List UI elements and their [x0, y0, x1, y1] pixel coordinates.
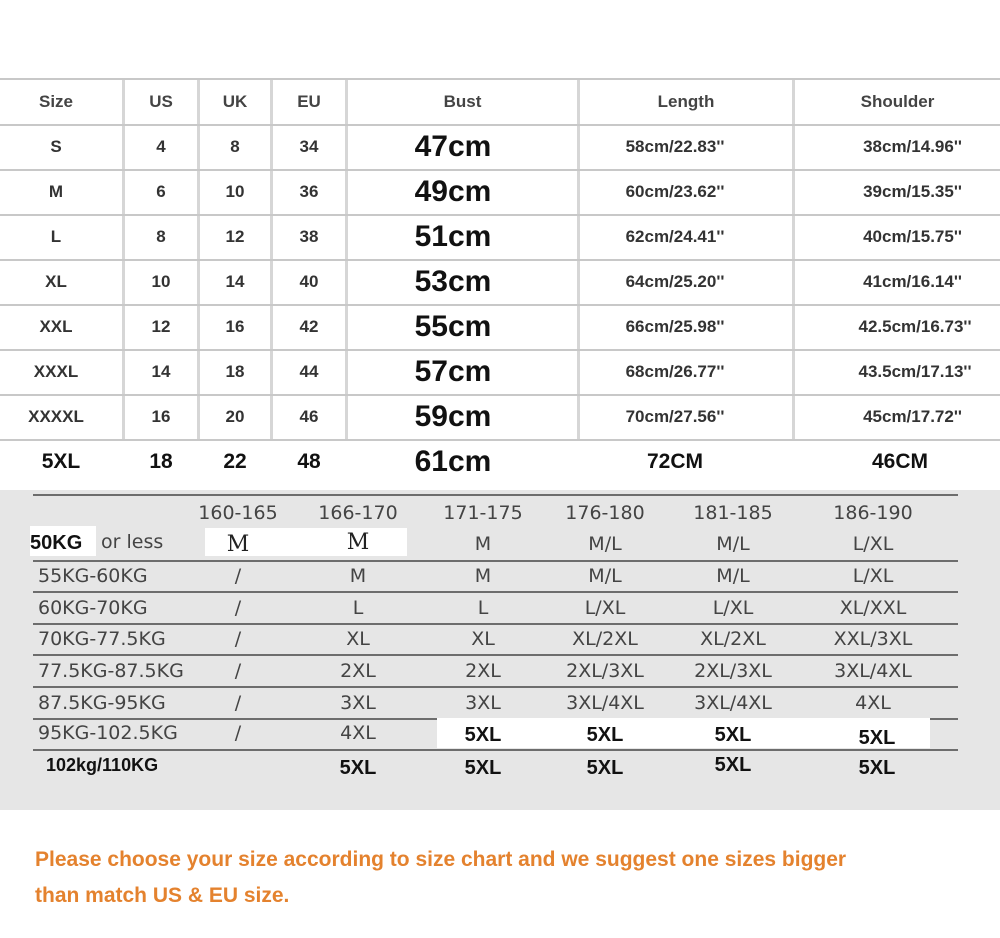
cell-size: XXL [39, 317, 73, 336]
cell-eu: 40 [299, 272, 319, 291]
cell-uk: 14 [225, 272, 245, 291]
size-advice-note [35, 842, 975, 914]
note-line-1: Please choose your size according to size chart and we suggest one sizes bigger [35, 848, 847, 871]
cell-length: 72CM [646, 450, 704, 473]
table-row [0, 215, 1000, 261]
cell-uk: 10 [225, 182, 245, 201]
height-col-3: 171-175 [443, 502, 523, 524]
size-cell: M [349, 565, 367, 587]
height-col-2: 166-170 [318, 502, 398, 524]
size-cell: 5XL [464, 723, 502, 746]
size-cell: M [474, 565, 492, 587]
size-cell: XL/2XL [700, 628, 766, 650]
size-cell: / [234, 722, 242, 744]
cell-size: XXXL [33, 362, 79, 381]
size-cell: 2XL [465, 660, 501, 682]
size-cell: XL/XXL [839, 597, 907, 619]
weight-label: 60KG-70KG [38, 597, 148, 619]
cell-shoulder: 43.5cm/17.13'' [858, 362, 972, 381]
table-row-5xl [0, 440, 1000, 484]
cell-bust: 49cm [414, 175, 492, 208]
cell-shoulder: 41cm/16.14'' [863, 272, 962, 291]
cell-eu: 46 [299, 407, 319, 426]
table-header-row [0, 80, 1000, 126]
cell-size: XXXXL [28, 407, 84, 426]
cell-us: 6 [156, 182, 166, 201]
size-cell: XXL/3XL [833, 628, 913, 650]
size-cell: XL [346, 628, 370, 650]
cell-size: S [50, 137, 62, 156]
cell-us: 4 [156, 137, 166, 156]
size-cell: / [234, 597, 242, 619]
cell-shoulder: 46CM [871, 450, 929, 473]
cell-bust: 59cm [414, 400, 492, 433]
size-chart-table [0, 78, 1000, 442]
cell-size: 5XL [41, 450, 81, 473]
weight-row-102kg [0, 750, 1000, 790]
header-shoulder: Shoulder [860, 92, 935, 111]
table-row [0, 125, 1000, 171]
cell-uk: 8 [230, 137, 240, 156]
size-cell: M/L [716, 533, 750, 555]
height-col-4: 176-180 [565, 502, 645, 524]
note-line-2: than match US & EU size. [35, 884, 290, 907]
cell-us: 12 [151, 317, 171, 336]
weight-label: 70KG-77.5KG [38, 628, 166, 650]
cell-shoulder: 39cm/15.35'' [863, 182, 962, 201]
header-length: Length [657, 92, 715, 111]
table-row [0, 305, 1000, 351]
weight-label: 95KG-102.5KG [38, 722, 178, 744]
header-us: US [149, 92, 173, 111]
size-cell: 3XL/4XL [834, 660, 912, 682]
cell-us: 14 [151, 362, 171, 381]
size-cell: / [234, 565, 242, 587]
size-cell: 5XL [586, 723, 624, 746]
header-size: Size [38, 92, 74, 111]
cell-length: 64cm/25.20'' [625, 272, 725, 291]
size-cell: / [234, 660, 242, 682]
size-cell: M [474, 533, 492, 555]
cell-length: 62cm/24.41'' [625, 227, 725, 246]
cell-us: 18 [149, 450, 173, 473]
cell-shoulder: 40cm/15.75'' [863, 227, 962, 246]
size-cell: 2XL/3XL [566, 660, 644, 682]
cell-eu: 42 [299, 317, 319, 336]
table-row [0, 260, 1000, 306]
weight-label-rest: or less [101, 531, 164, 553]
cell-size: XL [45, 272, 67, 291]
size-cell: 2XL [340, 660, 376, 682]
size-cell: 5XL [858, 756, 896, 779]
size-cell: L/XL [852, 565, 894, 587]
table-row [0, 395, 1000, 441]
cell-size: M [48, 182, 64, 201]
table-row [0, 170, 1000, 216]
cell-shoulder: 42.5cm/16.73'' [858, 317, 972, 336]
size-cell: XL/2XL [572, 628, 638, 650]
cell-uk: 22 [223, 450, 247, 473]
cell-bust: 57cm [414, 355, 492, 388]
size-cell: L [352, 597, 364, 619]
size-cell: 2XL/3XL [694, 660, 772, 682]
size-cell: L/XL [584, 597, 626, 619]
size-cell: M [346, 529, 370, 555]
size-cell: / [234, 692, 242, 714]
cell-length: 68cm/26.77'' [625, 362, 725, 381]
cell-uk: 20 [225, 407, 245, 426]
cell-us: 8 [156, 227, 166, 246]
cell-bust: 53cm [414, 265, 492, 298]
cell-bust: 51cm [414, 220, 492, 253]
size-cell: M/L [588, 565, 622, 587]
size-cell: 5XL [714, 723, 752, 746]
cell-length: 70cm/27.56'' [625, 407, 725, 426]
cell-shoulder: 45cm/17.72'' [863, 407, 962, 426]
header-uk: UK [222, 92, 248, 111]
header-eu: EU [297, 92, 321, 111]
cell-length: 66cm/25.98'' [625, 317, 725, 336]
size-cell: 3XL/4XL [566, 692, 644, 714]
weight-label: 87.5KG-95KG [38, 692, 166, 714]
row-divider [33, 494, 958, 496]
cell-eu: 36 [299, 182, 319, 201]
cell-uk: 18 [225, 362, 245, 381]
size-cell: 5XL [858, 726, 896, 749]
height-col-1: 160-165 [198, 502, 278, 524]
size-cell: 3XL [465, 692, 501, 714]
weight-label: 102kg/110KG [46, 754, 159, 775]
size-cell: / [234, 628, 242, 650]
size-cell: XL [471, 628, 495, 650]
size-cell: L/XL [712, 597, 754, 619]
cell-uk: 12 [225, 227, 245, 246]
cell-size: L [50, 227, 62, 246]
cell-length: 58cm/22.83'' [625, 137, 725, 156]
weight-label: 55KG-60KG [38, 565, 148, 587]
table-row [0, 350, 1000, 396]
size-cell: 3XL/4XL [694, 692, 772, 714]
cell-eu: 34 [299, 137, 319, 156]
size-cell: L [477, 597, 489, 619]
cell-eu: 44 [299, 362, 319, 381]
cell-length: 60cm/23.62'' [625, 182, 725, 201]
height-col-5: 181-185 [693, 502, 773, 524]
cell-bust: 47cm [414, 130, 492, 163]
cell-bust: 55cm [414, 310, 492, 343]
cell-bust: 61cm [414, 445, 492, 478]
cell-us: 16 [151, 407, 171, 426]
cell-eu: 48 [297, 450, 321, 473]
size-cell: 4XL [340, 722, 376, 744]
weight-label: 77.5KG-87.5KG [38, 660, 184, 682]
cell-uk: 16 [225, 317, 245, 336]
cell-eu: 38 [299, 227, 319, 246]
size-cell: M/L [716, 565, 750, 587]
cell-shoulder: 38cm/14.96'' [863, 137, 962, 156]
size-cell: 3XL [340, 692, 376, 714]
size-cell: 5XL [586, 756, 624, 779]
size-cell: 4XL [855, 692, 891, 714]
header-bust: Bust [443, 92, 482, 111]
size-cell: 5XL [464, 756, 502, 779]
size-cell: L/XL [852, 533, 894, 555]
size-cell: M [226, 531, 250, 557]
height-col-6: 186-190 [833, 502, 913, 524]
weight-label-bold: 50KG [30, 531, 83, 554]
size-cell: 5XL [714, 753, 752, 776]
size-cell: 5XL [339, 756, 377, 779]
size-cell: M/L [588, 533, 622, 555]
cell-us: 10 [151, 272, 171, 291]
